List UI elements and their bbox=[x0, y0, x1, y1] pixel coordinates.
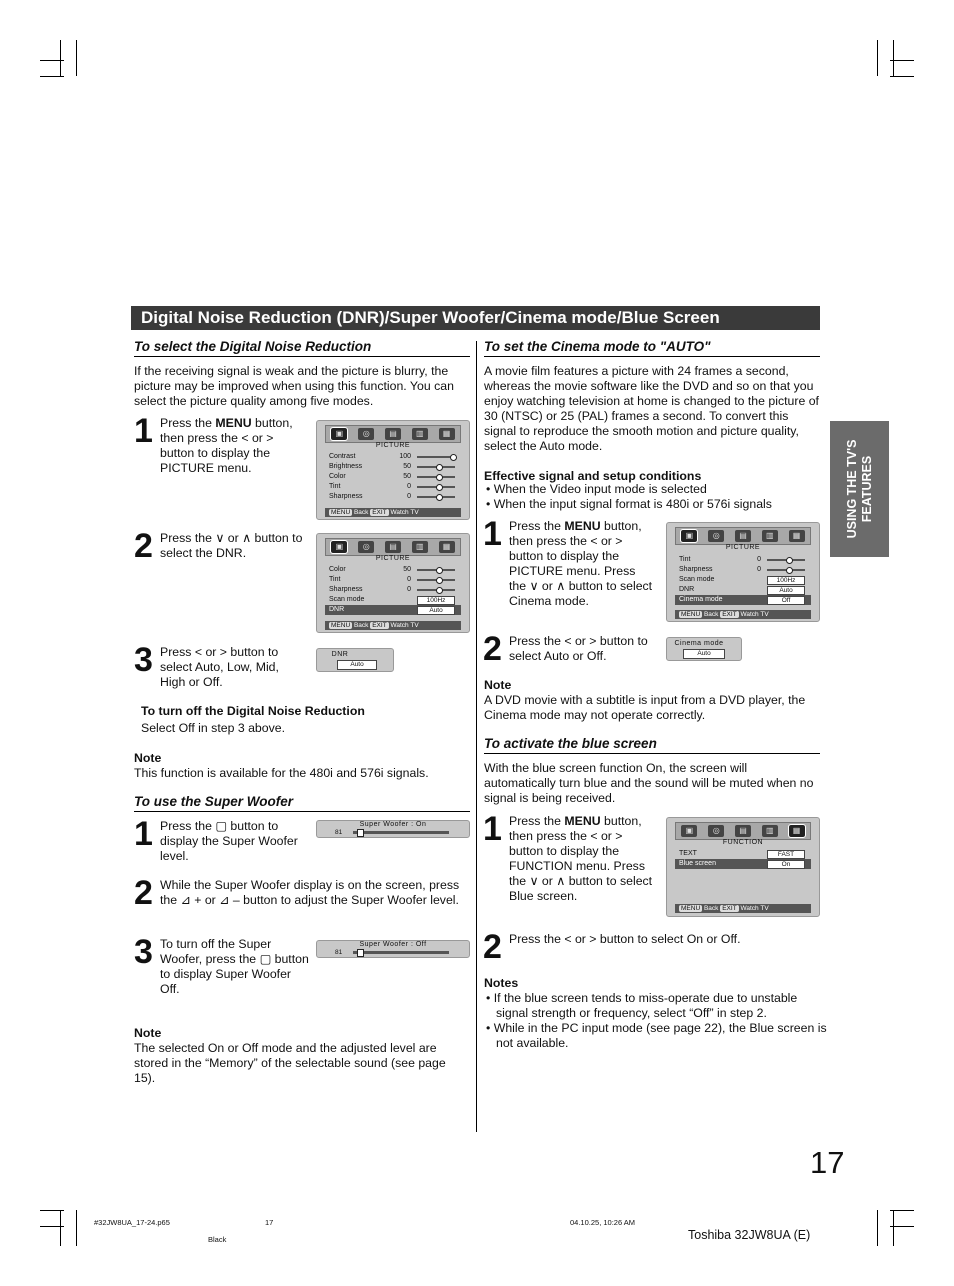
crop-mark bbox=[890, 1210, 914, 1211]
osd-slider-knob bbox=[436, 464, 443, 471]
footer-page: 17 bbox=[265, 1218, 274, 1227]
crop-mark bbox=[890, 1226, 914, 1227]
osd-function-menu bbox=[666, 817, 820, 917]
osd-footer bbox=[325, 508, 461, 517]
setup-icon: ▤ bbox=[735, 825, 751, 837]
page-title: Digital Noise Reduction (DNR)/Super Woofer/Cinema mode/Blue Screen bbox=[131, 306, 820, 330]
osd-row bbox=[325, 585, 461, 595]
osd-row-label: Color bbox=[329, 473, 346, 480]
osd-row-label: DNR bbox=[679, 586, 695, 593]
footer-color: Black bbox=[208, 1235, 227, 1244]
osd-row-value: 0 bbox=[757, 566, 761, 573]
osd-level-value: 81 bbox=[335, 949, 343, 956]
osd-dnr-select bbox=[316, 648, 394, 672]
dnr-off-text: Select Off in step 3 above. bbox=[141, 721, 286, 735]
osd-value-box: Auto bbox=[683, 649, 725, 659]
osd-row-selected bbox=[675, 595, 811, 605]
sound-icon: ◎ bbox=[358, 428, 374, 440]
lock-icon: ▦ bbox=[789, 530, 805, 542]
menu-key: MENU bbox=[681, 905, 701, 912]
blue-step1-text bbox=[509, 814, 654, 904]
step-number: 2 bbox=[134, 527, 153, 565]
osd-row-label: Scan mode bbox=[329, 596, 365, 603]
sound-icon: ◎ bbox=[708, 825, 724, 837]
osd-super-woofer-on bbox=[316, 820, 470, 838]
osd-slider bbox=[417, 476, 455, 478]
osd-row-label: Cinema mode bbox=[679, 596, 723, 603]
woofer-step2-text: While the Super Woofer display is on the screen, press the ⊿ + or ⊿ – button to adjust the Super Woofer level. bbox=[160, 878, 460, 907]
blue-intro: With the blue screen function On, the screen will automatically turn blue and the sound will be muted when no signal is being received. bbox=[484, 761, 814, 805]
dnr-heading: To select the Digital Noise Reduction bbox=[134, 339, 470, 357]
cinema-intro: A movie film features a picture with 24 frames a second, whereas the movie software like the DVD and so on that you enjoy watching television at home is changed to the picture of 30 (NTSC) or 25 (PAL) frames a second. To convert this signal to reproduce the smooth motion and picture quality, select the Auto mode. bbox=[484, 364, 819, 453]
column-divider bbox=[476, 341, 477, 1132]
osd-title: Super Woofer : On bbox=[359, 821, 427, 828]
osd-row-label: Sharpness bbox=[679, 566, 713, 573]
osd-row bbox=[675, 849, 811, 859]
footer-watch: Watch TV bbox=[390, 509, 419, 516]
dnr-note-text: This function is available for the 480i and 576i signals. bbox=[134, 766, 429, 780]
osd-label: DNR bbox=[331, 651, 349, 658]
function-icon: ▥ bbox=[762, 825, 778, 837]
osd-row bbox=[325, 565, 461, 575]
osd-row-box: FAST bbox=[767, 850, 805, 859]
footer-back: Back bbox=[353, 622, 369, 629]
note-heading: Note bbox=[134, 751, 162, 765]
cinema-step2-text: Press the < or > button to select Auto or Off. bbox=[509, 634, 648, 663]
osd-icon-bar bbox=[675, 527, 811, 545]
footer-watch: Watch TV bbox=[740, 905, 769, 912]
osd-row-box: On bbox=[767, 860, 805, 869]
crop-mark bbox=[890, 76, 914, 77]
section-tab-line2: FEATURES bbox=[859, 455, 874, 523]
osd-slider-knob bbox=[357, 829, 364, 837]
step-number: 1 bbox=[134, 815, 153, 853]
picture-icon: ▣ bbox=[681, 825, 697, 837]
step-text: button, then press the < or > button to display the PICTURE menu. Press the ∨ or ∧ button to select Cinema mode. bbox=[509, 519, 653, 608]
osd-row-value: 50 bbox=[403, 566, 411, 573]
dnr-step3-text: Press < or > button to select Auto, Low, Mid, High or Off. bbox=[160, 645, 279, 689]
setup-icon: ▤ bbox=[385, 428, 401, 440]
osd-slider bbox=[417, 496, 455, 498]
osd-footer bbox=[675, 904, 811, 913]
page-number: 17 bbox=[810, 1145, 845, 1180]
osd-title: PICTURE bbox=[725, 544, 761, 551]
lock-icon: ▦ bbox=[439, 428, 455, 440]
osd-footer bbox=[675, 610, 811, 619]
osd-row bbox=[325, 462, 461, 472]
woofer-heading: To use the Super Woofer bbox=[134, 794, 470, 812]
crop-mark bbox=[60, 1210, 61, 1246]
notes-heading: Notes bbox=[484, 976, 519, 990]
function-icon: ▥ bbox=[412, 541, 428, 553]
osd-slider bbox=[417, 466, 455, 468]
osd-row-box: 100Hz bbox=[767, 576, 805, 585]
osd-row-label: TEXT bbox=[679, 850, 697, 857]
crop-mark bbox=[893, 1210, 894, 1246]
osd-slider-knob bbox=[357, 949, 364, 957]
osd-level-value: 81 bbox=[335, 829, 343, 836]
osd-value-box: Auto bbox=[337, 660, 377, 670]
osd-super-woofer-off bbox=[316, 940, 470, 958]
osd-row-value: 0 bbox=[407, 493, 411, 500]
osd-slider bbox=[417, 569, 455, 571]
osd-slider-knob bbox=[436, 567, 443, 574]
dnr-intro: If the receiving signal is weak and the picture is blurry, the picture may be improved when using this function. You can select the picture quality among five modes. bbox=[134, 364, 454, 408]
menu-key: MENU bbox=[331, 509, 351, 516]
osd-icon-bar bbox=[325, 425, 461, 443]
step-number: 1 bbox=[483, 810, 502, 848]
crop-mark bbox=[893, 40, 894, 76]
section-tab bbox=[830, 421, 889, 557]
osd-picture-menu bbox=[316, 420, 470, 520]
osd-row-label: Tint bbox=[329, 483, 341, 490]
osd-row-label: Tint bbox=[679, 556, 691, 563]
setup-icon: ▤ bbox=[735, 530, 751, 542]
osd-row-value: 0 bbox=[407, 586, 411, 593]
osd-picture-menu-cinema bbox=[666, 522, 820, 622]
osd-level-bar bbox=[353, 951, 449, 954]
footer-back: Back bbox=[353, 509, 369, 516]
osd-footer bbox=[325, 621, 461, 630]
cinema-note-text: A DVD movie with a subtitle is input from a DVD player, the Cinema mode may not operate correctly. bbox=[484, 693, 806, 722]
osd-row bbox=[325, 482, 461, 492]
step-number: 1 bbox=[134, 412, 153, 450]
osd-label: Cinema mode bbox=[674, 640, 724, 647]
exit-key: EXIT bbox=[722, 905, 737, 912]
osd-row-box: Auto bbox=[417, 606, 455, 615]
crop-mark bbox=[877, 1210, 878, 1246]
cinema-conditions-heading: Effective signal and setup conditions bbox=[484, 469, 702, 483]
menu-word: MENU bbox=[564, 519, 601, 533]
osd-row-box: Off bbox=[767, 596, 805, 605]
osd-slider-knob bbox=[436, 474, 443, 481]
step-number: 3 bbox=[134, 933, 153, 971]
sound-icon: ◎ bbox=[708, 530, 724, 542]
lock-icon: ▦ bbox=[789, 825, 805, 837]
crop-mark bbox=[76, 1210, 77, 1246]
osd-row-value: 0 bbox=[407, 483, 411, 490]
osd-row bbox=[325, 492, 461, 502]
osd-row-label: Blue screen bbox=[679, 860, 716, 867]
osd-row-box: Auto bbox=[767, 586, 805, 595]
footer-watch: Watch TV bbox=[390, 622, 419, 629]
step-text: button, then press the < or > button to display the PICTURE menu. bbox=[160, 416, 293, 475]
crop-mark bbox=[40, 1226, 64, 1227]
osd-icon-bar bbox=[325, 538, 461, 556]
osd-title: PICTURE bbox=[375, 442, 411, 449]
osd-row bbox=[675, 575, 811, 585]
step-text: Press the bbox=[509, 519, 565, 533]
footer-file: #32JW8UA_17-24.p65 bbox=[94, 1218, 170, 1227]
osd-row-label: Tint bbox=[329, 576, 341, 583]
osd-row-label: Sharpness bbox=[329, 493, 363, 500]
menu-word: MENU bbox=[564, 814, 601, 828]
osd-slider-knob bbox=[786, 567, 793, 574]
osd-row-value: 50 bbox=[403, 463, 411, 470]
cinema-heading: To set the Cinema mode to "AUTO" bbox=[484, 339, 820, 357]
osd-title: PICTURE bbox=[375, 555, 411, 562]
osd-level-bar bbox=[353, 831, 449, 834]
crop-mark bbox=[60, 40, 61, 76]
crop-mark bbox=[40, 1210, 64, 1211]
exit-key: EXIT bbox=[372, 509, 387, 516]
osd-slider-knob bbox=[436, 484, 443, 491]
footer-timestamp: 04.10.25, 10:26 AM bbox=[570, 1218, 636, 1227]
woofer-step1-text: Press the ▢ button to display the Super Woofer level. bbox=[160, 819, 298, 863]
osd-row-value: 0 bbox=[757, 556, 761, 563]
osd-row bbox=[675, 565, 811, 575]
note-text: If the blue screen tends to miss-operate due to unstable signal strength or frequency, select “Off” in step 2. bbox=[493, 991, 798, 1020]
osd-slider-knob bbox=[786, 557, 793, 564]
osd-row bbox=[325, 472, 461, 482]
step-text: button, then press the < or > button to display the FUNCTION menu. Press the ∨ or ∧ button to select Blue screen. bbox=[509, 814, 653, 903]
blue-note: • If the blue screen tends to miss-operate due to unstable signal strength or frequency, select “Off” in step 2. bbox=[486, 991, 798, 1020]
step-number: 1 bbox=[483, 515, 502, 553]
osd-row bbox=[675, 555, 811, 565]
osd-row-value: 0 bbox=[407, 576, 411, 583]
osd-icon-bar bbox=[675, 822, 811, 840]
step-text: Press the bbox=[160, 416, 216, 430]
step-number: 2 bbox=[134, 874, 153, 912]
osd-slider bbox=[767, 569, 805, 571]
footer-brand-model: Toshiba 32JW8UA (E) bbox=[688, 1228, 811, 1242]
crop-mark bbox=[890, 60, 914, 61]
step-number: 2 bbox=[483, 928, 502, 966]
osd-row-label: Sharpness bbox=[329, 586, 363, 593]
osd-slider bbox=[417, 579, 455, 581]
blue-step2-text: Press the < or > button to select On or Off. bbox=[509, 932, 741, 946]
picture-icon: ▣ bbox=[331, 428, 347, 440]
osd-picture-menu-dnr bbox=[316, 533, 470, 633]
osd-row-selected bbox=[675, 859, 811, 869]
osd-cinema-select bbox=[666, 637, 742, 661]
note-heading: Note bbox=[484, 678, 512, 692]
osd-row bbox=[675, 585, 811, 595]
osd-slider bbox=[767, 559, 805, 561]
cinema-step1-text bbox=[509, 519, 654, 609]
note-heading: Note bbox=[134, 1026, 162, 1040]
sound-icon: ◎ bbox=[358, 541, 374, 553]
blue-note: • While in the PC input mode (see page 22), the Blue screen is not available. bbox=[486, 1021, 827, 1050]
blue-heading: To activate the blue screen bbox=[484, 736, 820, 754]
menu-word: MENU bbox=[215, 416, 252, 430]
picture-icon: ▣ bbox=[331, 541, 347, 553]
osd-row-label: Color bbox=[329, 566, 346, 573]
step-text: Press the bbox=[509, 814, 565, 828]
osd-row bbox=[325, 595, 461, 605]
footer-back: Back bbox=[703, 611, 719, 618]
crop-mark bbox=[76, 40, 77, 76]
osd-row-label: Brightness bbox=[329, 463, 363, 470]
menu-key: MENU bbox=[681, 611, 701, 618]
osd-row-label: Scan mode bbox=[679, 576, 715, 583]
setup-icon: ▤ bbox=[385, 541, 401, 553]
osd-row-label: DNR bbox=[329, 606, 345, 613]
crop-mark bbox=[40, 60, 64, 61]
footer-back: Back bbox=[703, 905, 719, 912]
dnr-off-heading: To turn off the Digital Noise Reduction bbox=[141, 704, 365, 718]
osd-row-selected bbox=[325, 605, 461, 615]
osd-slider bbox=[417, 456, 455, 458]
cinema-condition: • When the Video input mode is selected bbox=[486, 482, 707, 496]
function-icon: ▥ bbox=[762, 530, 778, 542]
osd-row-box: 100Hz bbox=[417, 596, 455, 605]
osd-row bbox=[325, 575, 461, 585]
menu-key: MENU bbox=[331, 622, 351, 629]
osd-row-label: Contrast bbox=[329, 453, 356, 460]
dnr-step1-text bbox=[160, 416, 305, 476]
woofer-step3-text: To turn off the Super Woofer, press the ▢ button to display Super Woofer Off. bbox=[160, 937, 309, 996]
step-number: 3 bbox=[134, 641, 153, 679]
condition-text: When the Video input mode is selected bbox=[493, 482, 707, 496]
osd-slider-knob bbox=[436, 587, 443, 594]
osd-slider-knob bbox=[436, 494, 443, 501]
section-tab-line1: USING THE TV'S bbox=[844, 439, 859, 539]
osd-title: FUNCTION bbox=[722, 839, 764, 846]
exit-key: EXIT bbox=[372, 622, 387, 629]
step-number: 2 bbox=[483, 630, 502, 668]
picture-icon: ▣ bbox=[681, 530, 697, 542]
osd-row-value: 100 bbox=[399, 453, 411, 460]
condition-text: When the input signal format is 480i or 576i signals bbox=[493, 497, 772, 511]
osd-slider-knob bbox=[436, 577, 443, 584]
osd-slider bbox=[417, 486, 455, 488]
crop-mark bbox=[40, 76, 64, 77]
dnr-step2-text: Press the ∨ or ∧ button to select the DNR. bbox=[160, 531, 303, 560]
osd-row-value: 50 bbox=[403, 473, 411, 480]
function-icon: ▥ bbox=[412, 428, 428, 440]
lock-icon: ▦ bbox=[439, 541, 455, 553]
note-text: While in the PC input mode (see page 22), the Blue screen is not available. bbox=[493, 1021, 827, 1050]
footer-watch: Watch TV bbox=[740, 611, 769, 618]
osd-slider-knob bbox=[450, 454, 457, 461]
crop-mark bbox=[877, 40, 878, 76]
cinema-condition: • When the input signal format is 480i or 576i signals bbox=[486, 497, 772, 511]
exit-key: EXIT bbox=[722, 611, 737, 618]
osd-row bbox=[325, 452, 461, 462]
osd-title: Super Woofer : Off bbox=[359, 941, 427, 948]
osd-slider bbox=[417, 589, 455, 591]
woofer-note-text: The selected On or Off mode and the adjusted level are stored in the “Memory” of the selectable sound (see page 15). bbox=[134, 1041, 446, 1085]
